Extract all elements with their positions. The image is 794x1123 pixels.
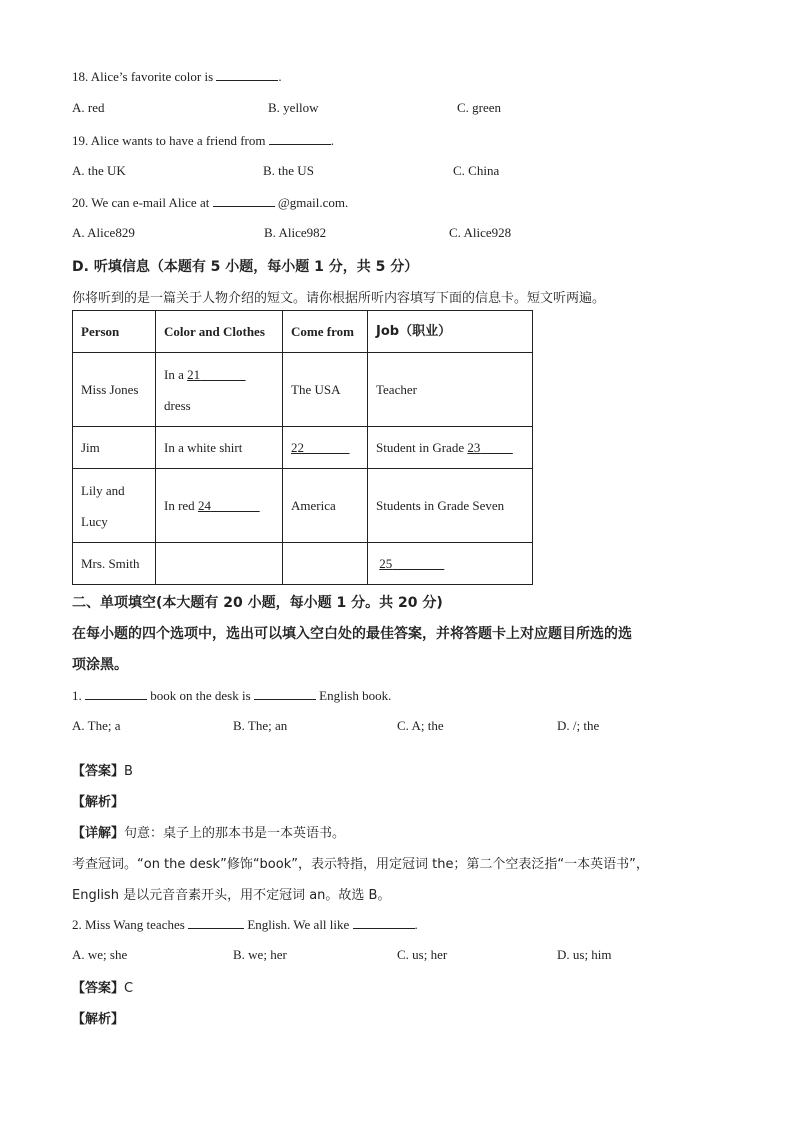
question-18-end: . bbox=[278, 69, 282, 84]
header-job: Job（职业） bbox=[368, 311, 533, 353]
cell-person: Jim bbox=[73, 427, 156, 469]
answer-blank bbox=[188, 916, 244, 929]
answer-blank bbox=[254, 687, 316, 700]
table-row bbox=[73, 469, 533, 543]
cell-come-from bbox=[283, 543, 368, 585]
option-c: C. A; the bbox=[397, 718, 444, 733]
analysis-label: 【解析】 bbox=[72, 795, 125, 810]
explanation-line-2: English 是以元音音素开头，用不定冠词 an。故选 B。 bbox=[72, 888, 391, 903]
cell-job: Students in Grade Seven bbox=[368, 469, 533, 543]
option-d: D. /; the bbox=[557, 718, 600, 733]
question-18 bbox=[72, 68, 282, 85]
option-c: C. China bbox=[453, 163, 500, 178]
cell-text: dress bbox=[164, 397, 191, 413]
question-number: 1. bbox=[72, 688, 82, 703]
question-text: English book. bbox=[315, 688, 392, 703]
blank-22: 22 bbox=[291, 440, 304, 455]
question-text: 2. Miss Wang teaches bbox=[72, 917, 185, 932]
table-row bbox=[73, 353, 533, 427]
cell-person: Lily and Lucy bbox=[73, 469, 156, 543]
question-text: . bbox=[414, 917, 418, 932]
blank-25: 25 bbox=[379, 556, 393, 571]
detail-label: 【详解】 bbox=[72, 826, 125, 841]
option-b: B. Alice982 bbox=[264, 225, 327, 240]
question-2 bbox=[72, 916, 418, 933]
question-20-stem: 20. We can e-mail Alice at bbox=[72, 195, 210, 210]
option-a: A. the UK bbox=[72, 163, 126, 178]
cell-clothes bbox=[156, 469, 283, 543]
option-b: B. The; an bbox=[233, 718, 288, 733]
option-c: C. green bbox=[457, 100, 502, 115]
blank-24: 24 bbox=[197, 498, 211, 513]
answer-line bbox=[72, 760, 133, 779]
section-d-title: D. 听填信息（本题有 5 小题，每小题 1 分，共 5 分） bbox=[72, 259, 419, 275]
option-a: A. Alice829 bbox=[72, 225, 135, 240]
question-19 bbox=[72, 132, 334, 149]
option-d: D. us; him bbox=[557, 947, 612, 962]
detail-text: 句意：桌子上的那本书是一本英语书。 bbox=[124, 826, 346, 841]
option-c: C. us; her bbox=[397, 947, 448, 962]
header-person: Person bbox=[73, 311, 156, 353]
answer-label: 【答案】 bbox=[72, 764, 125, 779]
analysis-label: 【解析】 bbox=[72, 1012, 125, 1027]
option-b: B. the US bbox=[263, 163, 314, 178]
part-2-title: 二、单项填空(本大题有 20 小题，每小题 1 分。共 20 分) bbox=[72, 595, 443, 611]
question-20 bbox=[72, 194, 348, 211]
answer-line bbox=[72, 977, 133, 996]
answer-blank bbox=[85, 687, 147, 700]
cell-person: Mrs. Smith bbox=[73, 543, 156, 585]
part-2-instruction-cont: 项涂黑。 bbox=[72, 657, 128, 673]
blank-21: 21 bbox=[187, 366, 201, 382]
cell-text: Student in Grade bbox=[376, 440, 468, 455]
cell-job bbox=[368, 427, 533, 469]
cell-clothes bbox=[156, 543, 283, 585]
cell-come-from bbox=[283, 427, 368, 469]
question-18-stem: 18. Alice’s favorite color is bbox=[72, 69, 214, 84]
table-row bbox=[73, 543, 533, 585]
cell-clothes bbox=[156, 353, 283, 427]
option-c: C. Alice928 bbox=[449, 225, 512, 240]
answer-value: C bbox=[124, 981, 134, 996]
info-card-table bbox=[72, 310, 533, 585]
question-1 bbox=[72, 687, 391, 704]
option-a: A. we; she bbox=[72, 947, 128, 962]
blank-23: 23 bbox=[467, 440, 481, 455]
cell-come-from: America bbox=[283, 469, 368, 543]
question-text: English. We all like bbox=[244, 917, 353, 932]
cell-person: Miss Jones bbox=[73, 353, 156, 427]
header-come-from: Come from bbox=[283, 311, 368, 353]
question-19-end: . bbox=[330, 133, 334, 148]
cell-job bbox=[368, 543, 533, 585]
section-d-instruction: 你将听到的是一篇关于人物介绍的短文。请你根据所听内容填写下面的信息卡。短文听两遍。 bbox=[72, 291, 606, 306]
explanation-line-1: 考查冠词。“on the desk”修饰“book”，表示特指，用定冠词 the；第二个空表泛指“一本英语书”， bbox=[72, 857, 649, 872]
cell-job: Teacher bbox=[368, 353, 533, 427]
question-text: book on the desk is bbox=[147, 688, 254, 703]
header-clothes: Color and Clothes bbox=[156, 311, 283, 353]
answer-label: 【答案】 bbox=[72, 981, 125, 996]
detail-line bbox=[72, 822, 345, 841]
cell-text: In a bbox=[164, 366, 188, 382]
answer-blank bbox=[213, 194, 275, 207]
cell-come-from: The USA bbox=[283, 353, 368, 427]
question-19-stem: 19. Alice wants to have a friend from bbox=[72, 133, 266, 148]
option-a: A. red bbox=[72, 100, 105, 115]
option-b: B. we; her bbox=[233, 947, 287, 962]
answer-blank bbox=[353, 916, 415, 929]
answer-value: B bbox=[124, 764, 133, 779]
cell-text: In red bbox=[164, 498, 198, 513]
option-b: B. yellow bbox=[268, 100, 319, 115]
question-20-end: @gmail.com. bbox=[274, 195, 349, 210]
answer-blank bbox=[216, 68, 278, 81]
answer-blank bbox=[269, 132, 331, 145]
table-row bbox=[73, 427, 533, 469]
option-a: A. The; a bbox=[72, 718, 121, 733]
part-2-instruction: 在每小题的四个选项中，选出可以填入空白处的最佳答案，并将答题卡上对应题目所选的选 bbox=[72, 626, 632, 642]
cell-clothes: In a white shirt bbox=[156, 427, 283, 469]
table-header-row bbox=[73, 311, 533, 353]
